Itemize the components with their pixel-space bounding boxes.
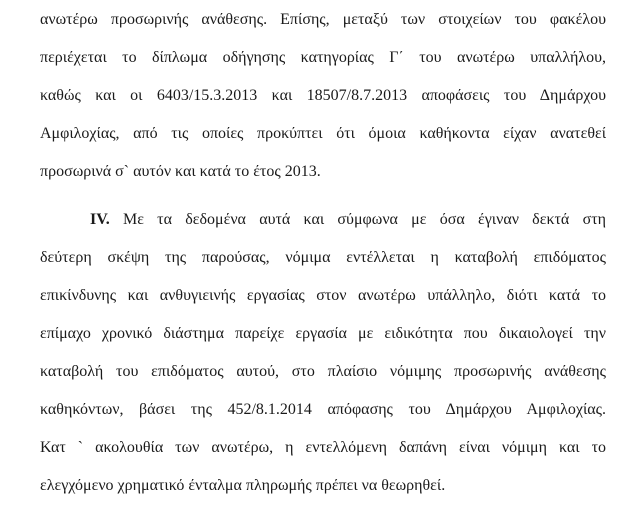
text-line: καταβολή του επιδόματος αυτού, στο πλαίσιο νόμιμης προσωρινής ανάθεσης <box>40 363 606 380</box>
text-line: Κατ ` ακολουθία των ανωτέρω, η εντελλόμενη δαπάνη είναι νόμιμη και το <box>40 439 606 456</box>
text-line: καθώς και οι 6403/15.3.2013 και 18507/8.7.2013 αποφάσεις του Δημάρχου <box>40 87 606 104</box>
text-line: επίμαχο χρονικό διάστημα παρείχε εργασία με ειδικότητα που δικαιολογεί την <box>40 325 606 342</box>
text-line: ανωτέρω προσωρινής ανάθεσης. Επίσης, μεταξύ των στοιχείων του φακέλου <box>40 11 606 28</box>
text-line: δεύτερη σκέψη της παρούσας, νόμιμα εντέλλεται η καταβολή επιδόματος <box>40 249 606 266</box>
paragraph-first-line <box>90 208 606 232</box>
text-span: Με τα δεδομένα αυτά και σύμφωνα με όσα έγιναν δεκτά στη <box>109 211 606 228</box>
text-line: επικίνδυνης και ανθυγιεινής εργασίας στον ανωτέρω υπάλληλο, διότι κατά το <box>40 287 606 304</box>
text-line: προσωρινά σ` αυτόν και κατά το έτος 2013. <box>40 163 321 180</box>
text-line: Αμφιλοχίας, από τις οποίες προκύπτει ότι όμοια καθήκοντα είχαν ανατεθεί <box>40 125 606 142</box>
text-line: καθηκόντων, βάσει της 452/8.1.2014 απόφασης του Δημάρχου Αμφιλοχίας. <box>40 401 606 418</box>
text-line: περιέχεται το δίπλωμα οδήγησης κατηγορίας Γ΄ του ανωτέρω υπαλλήλου, <box>40 49 606 66</box>
section-numeral: IV. <box>90 211 110 228</box>
text-line: ελεγχόμενο χρηματικό ένταλμα πληρωμής πρέπει να θεωρηθεί. <box>40 477 446 494</box>
